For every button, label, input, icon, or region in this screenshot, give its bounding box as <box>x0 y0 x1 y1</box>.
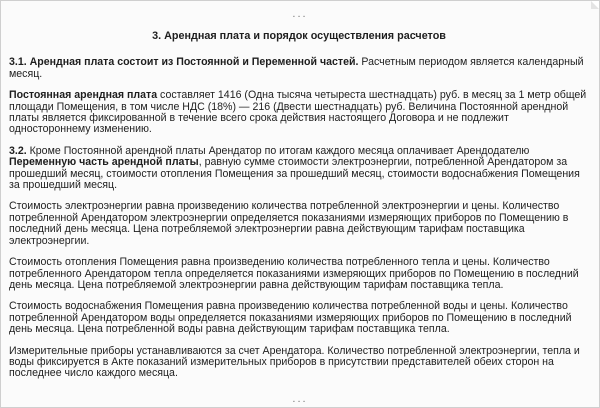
ellipsis-bottom: ... <box>292 393 308 405</box>
paragraph-3-2-text-a: Кроме Постоянной арендной платы Арендатор по итогам каждого месяца оплачивает Арендодателю <box>26 144 530 157</box>
paragraph-electricity: Стоимость электроэнергии равна произведению количества потребленной электроэнергии и цены. Количество потребленной Арендатором электроэнергии определяется показаниями измеряющих приборов по Помещению в последний день месяца. Цена потребляемой электроэнергии равна действующим тарифам поставщика электроэнергии. <box>9 200 569 247</box>
paragraph-3-1-text: Расчетным периодом является календарный месяц. <box>9 56 584 80</box>
page-fold-corner <box>591 1 599 9</box>
document-content <box>1 31 599 380</box>
paragraph-3-1-bold: 3.1. Арендная плата состоит из Постоянной и Переменной частей. <box>9 56 359 69</box>
paragraph-3-1 <box>9 57 589 80</box>
paragraph-fixed-rent <box>9 90 589 136</box>
paragraph-water: Стоимость водоснабжения Помещения равна произведению количества потребленной воды и цены. Количество потребленной Арендатором воды определяется показаниями измеряющих приборов по Помещению в последний день месяца. Цена потребленной воды равна действующим тарифам поставщика тепла. <box>9 300 572 336</box>
paragraph-heating: Стоимость отопления Помещения равна произведению количества потребленного тепла и цены. Количество потребленного Арендатором тепла определяется показаниями измеряющих приборов по Помещению в последний день месяца. Цена потребляемой электроэнергии равна действующим тарифам поставщика тепла. <box>9 256 579 291</box>
paragraph-3-2-text-b: , равную сумме стоимости электроэнергии, потребленной Арендатором за прошедший месяц, стоимости отопления Помещения за прошедший месяц, стоимости водоснабжения Помещения за прошедший месяц. <box>9 156 580 192</box>
variable-rent-term: Переменную часть арендной платы <box>9 156 199 169</box>
paragraph-3-2-number: 3.2. <box>9 144 27 157</box>
section-heading: 3. Арендная плата и порядок осуществления расчетов <box>152 30 446 42</box>
fixed-rent-term: Постоянная арендная плата <box>9 89 158 102</box>
fixed-rent-text: составляет 1416 (Одна тысяча четыреста шестнадцать) руб. в месяц за 1 метр общей площади Помещения, в том числе НДС (18%) — 216 (Двести шестнадцать) руб. Величина Постоянной арендной платы является фиксированной в течение всего срока действия настоящего Договора и не подлежит одностороннему изменению. <box>9 89 587 136</box>
paragraph-meters: Измерительные приборы устанавливаются за счет Арендатора. Количество потребленной электроэнергии, тепла и воды фиксируется в Акте показаний измерительных приборов в присутствии представителей обеих сторон на последнее число каждого месяца. <box>9 344 580 380</box>
paragraph-3-2 <box>9 146 589 192</box>
ellipsis-top: ... <box>292 8 308 20</box>
